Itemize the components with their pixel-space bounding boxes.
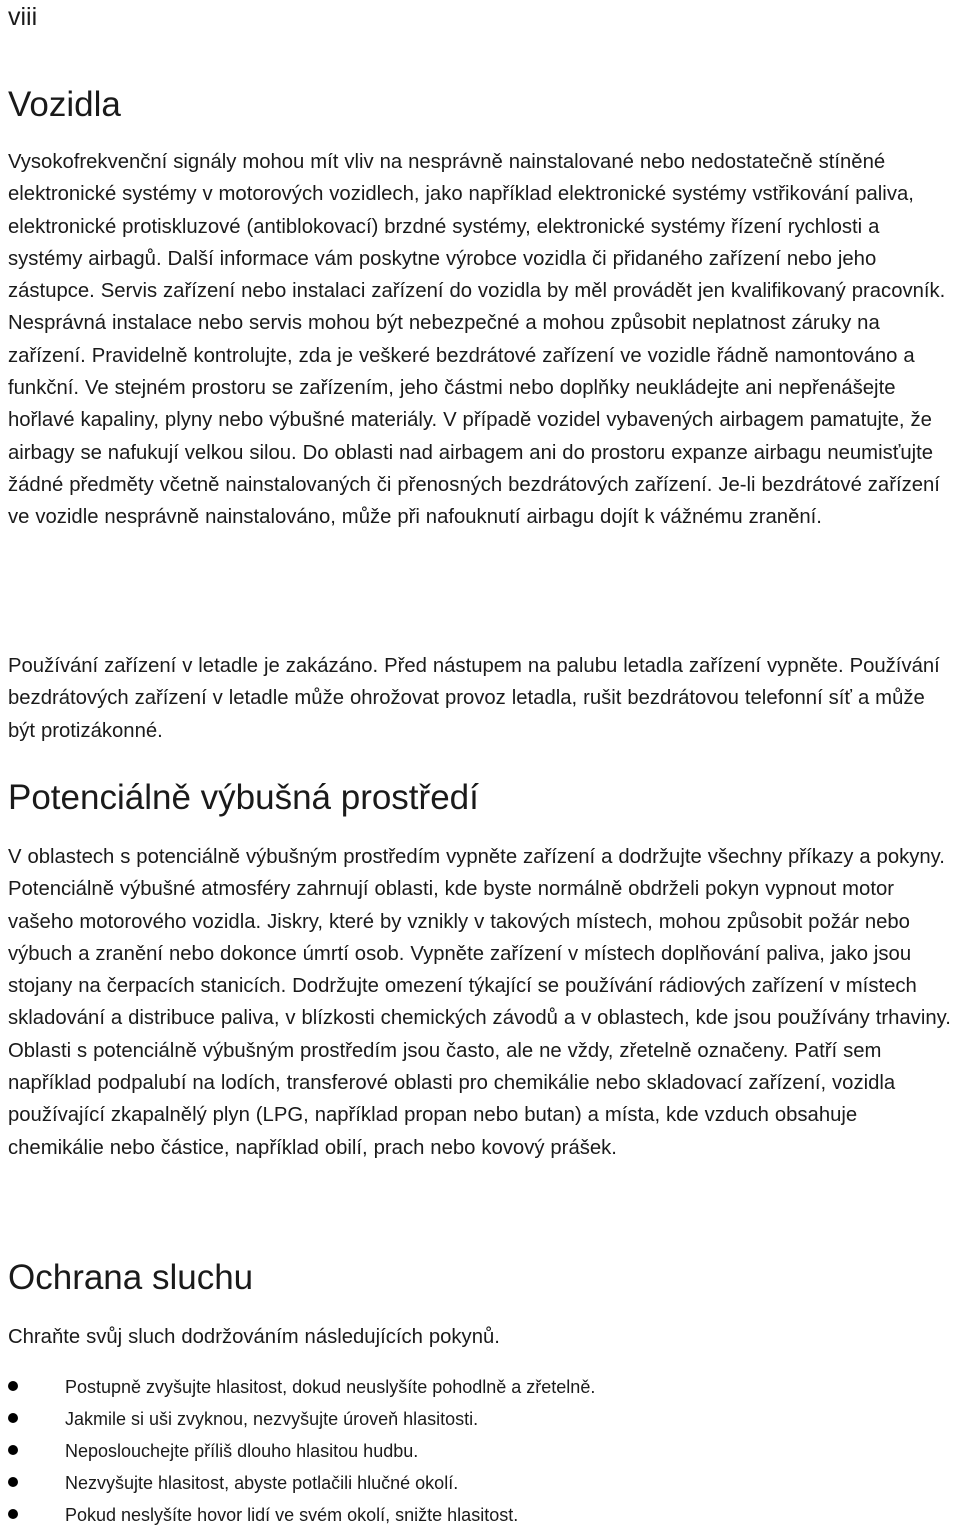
list-item-text: Pokud neslyšíte hovor lidí ve svém okolí, snižte hlasitost. (65, 1505, 519, 1525)
list-item (8, 1467, 595, 1499)
list-item (8, 1371, 595, 1403)
list-item-text: Jakmile si uši zvyknou, nezvyšujte úroveň hlasitosti. (65, 1409, 479, 1429)
page-number: viii (8, 3, 38, 31)
bullet-icon (8, 1477, 18, 1487)
paragraph: V oblastech s potenciálně výbušným prostředím vypněte zařízení a dodržujte všechny příkazy a pokyny. Potenciálně výbušné atmosféry zahrnují oblasti, kde byste normálně obdrželi pokyn vypnout motor vašeho motorového vozidla. Jiskry, které by vznikly v takových místech, mohou způsobit požár nebo výbuch a zranění nebo dokonce úmrtí osob. Vypněte zařízení v místech doplňování paliva, jako jsou stojany na čerpacích stanicích. Dodržujte omezení týkající se používání rádiových zařízení v místech skladování a distribuce paliva, v blízkosti chemických závodů a v oblastech, kde jsou používány trhaviny. Oblasti s potenciálně výbušným prostředím jsou často, ale ne vždy, zřetelně označeny. Patří sem například podpalubí na lodích, transferové oblasti pro chemikálie nebo skladovací zařízení, vozidla používající zkapalnělý plyn (LPG, například propan nebo butan) a místa, kde vzduch obsahuje chemikálie nebo částice, například obilí, prach nebo kovový prášek. (8, 846, 951, 1159)
section-title: Potenciálně výbušná prostředí (8, 778, 479, 817)
paragraph: Chraňte svůj sluch dodržováním následujících pokynů. (8, 1326, 500, 1348)
list-item-text: Nezvyšujte hlasitost, abyste potlačili hlučné okolí. (65, 1473, 459, 1493)
paragraph: Používání zařízení v letadle je zakázáno. Před nástupem na palubu letadla zařízení vypněte. Používání bezdrátových zařízení v letadle může ohrožovat provoz letadla, rušit bezdrátovou telefonní síť a může být protizákonné. (8, 655, 940, 742)
bullet-icon (8, 1413, 18, 1423)
list-item (8, 1499, 595, 1531)
list-item (8, 1403, 595, 1435)
list-item-text: Postupně zvyšujte hlasitost, dokud neuslyšíte pohodlně a zřetelně. (65, 1377, 596, 1397)
bullet-icon (8, 1445, 18, 1455)
list-item-text: Neposlouchejte příliš dlouho hlasitou hudbu. (65, 1441, 419, 1461)
bullet-icon (8, 1381, 18, 1391)
section-title: Vozidla (8, 85, 121, 124)
section-title: Ochrana sluchu (8, 1258, 254, 1297)
paragraph: Vysokofrekvenční signály mohou mít vliv na nesprávně nainstalované nebo nedostatečně stíněné elektronické systémy v motorových vozidlech, jako například elektronické systémy vstřikování paliva, elektronické protiskluzové (antiblokovací) brzdné systémy, elektronické systémy řízení rychlosti a systémy airbagů. Další informace vám poskytne výrobce vozidla či přidaného zařízení nebo jeho zástupce. Servis zařízení nebo instalaci zařízení do vozidla by měl provádět jen kvalifikovaný pracovník. Nesprávná instalace nebo servis mohou být nebezpečné a mohou způsobit neplatnost záruky na zařízení. Pravidelně kontrolujte, zda je veškeré bezdrátové zařízení ve vozidle řádně namontováno a funkční. Ve stejném prostoru se zařízením, jeho částmi nebo doplňky neukládejte ani nepřenášejte hořlavé kapaliny, plyny nebo výbušné materiály. V případě vozidel vybavených airbagem pamatujte, že airbagy se nafukují velkou silou. Do oblasti nad airbagem ani do prostoru expanze airbagu neumisťujte žádné předměty včetně nainstalovaných či přenosných bezdrátových zařízení. Je-li bezdrátové zařízení ve vozidle nesprávně nainstalováno, může při nafouknutí airbagu dojít k vážnému zranění. (8, 151, 946, 529)
bullet-icon (8, 1509, 18, 1519)
list-item (8, 1435, 595, 1467)
bullet-list (8, 1371, 595, 1531)
